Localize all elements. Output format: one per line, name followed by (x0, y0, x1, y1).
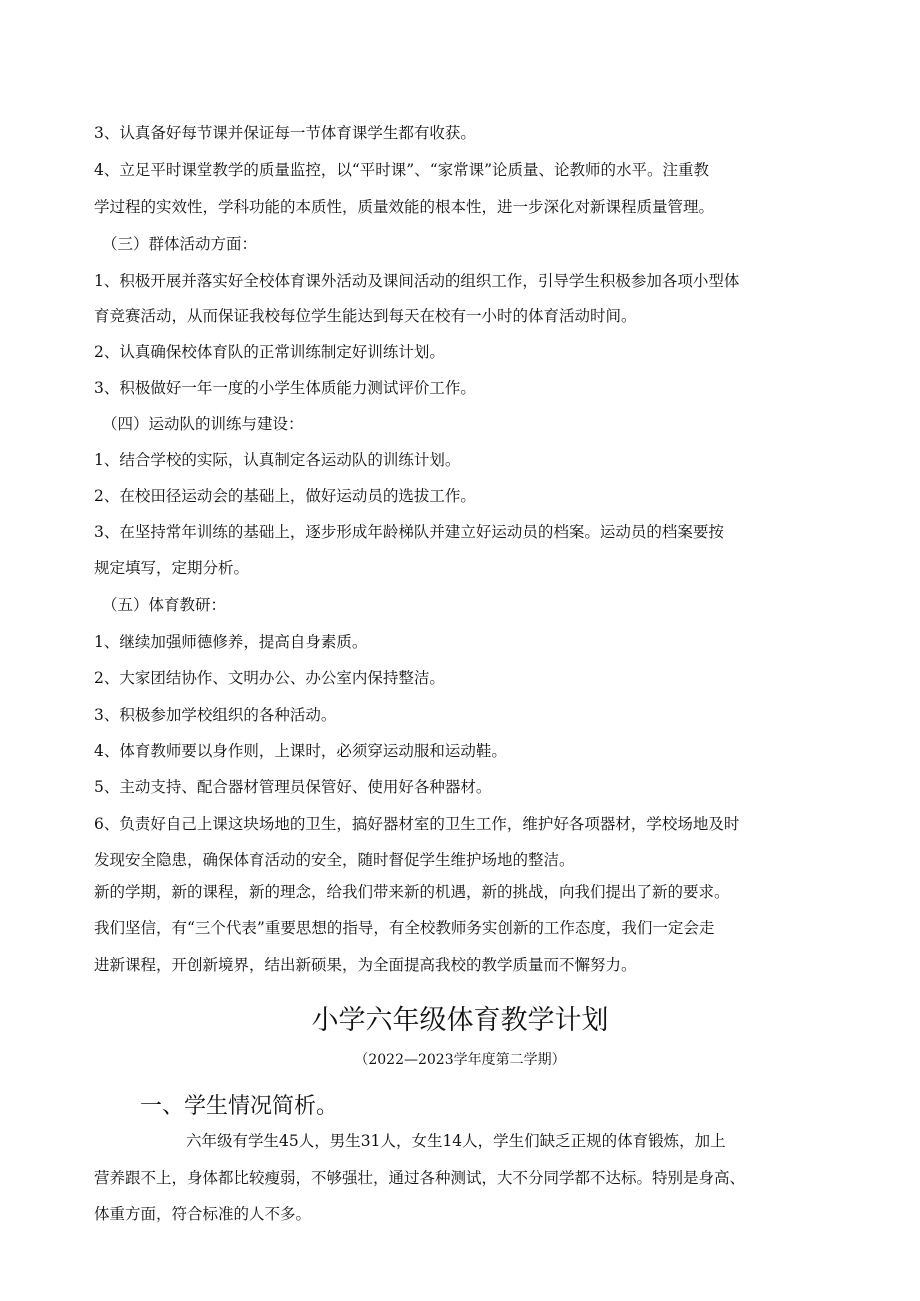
text-line: 3、积极做好一年一度的小学生体质能力测试评价工作。 (94, 379, 476, 397)
text-line: 发现安全隐患，确保体育活动的安全，随时督促学生维护场地的整洁。 (94, 851, 575, 869)
paragraph-line: 六年级有学生45人，男生31人，女生14人，学生们缺乏正规的体育锻炼，加上 (186, 1132, 726, 1150)
text-line: 2、大家团结协作、文明办公、办公室内保持整洁。 (94, 669, 445, 687)
text-line: 进新课程，开创新境界，结出新硕果，为全面提高我校的教学质量而不懈努力。 (94, 956, 637, 974)
paragraph-line: 体重方面，符合标准的人不多。 (94, 1205, 312, 1223)
text-line: 3、积极参加学校组织的各种活动。 (94, 706, 337, 724)
text-line: 2、认真确保校体育队的正常训练制定好训练计划。 (94, 343, 445, 361)
text-line: 2、在校田径运动会的基础上，做好运动员的选拔工作。 (94, 487, 476, 505)
text-line: 3、认真备好每节课并保证每一节体育课学生都有收获。 (94, 124, 476, 142)
text-line: 新的学期，新的课程，新的理念，给我们带来新的机遇，新的挑战，向我们提出了新的要求。 (94, 883, 730, 901)
text-line: 5、主动支持、配合器材管理员保管好、使用好各种器材。 (94, 778, 492, 796)
text-line: 我们坚信，有“三个代表”重要思想的指导，有全校教师务实创新的工作态度，我们一定会走 (94, 919, 715, 937)
text-line: 4、立足平时课堂教学的质量监控，以“平时课”、“家常课”论质量、论教师的水平。注重教 (94, 161, 710, 179)
page-title: 小学六年级体育教学计划 (311, 1005, 609, 1036)
section-heading: （三）群体活动方面： (102, 235, 258, 253)
text-line: 规定填写，定期分析。 (94, 559, 250, 577)
section-heading: （五）体育教研： (102, 596, 227, 614)
text-line: 学过程的实效性，学科功能的本质性，质量效能的根本性，进一步深化对新课程质量管理。 (94, 198, 715, 216)
text-line: 4、体育教师要以身作则，上课时，必须穿运动服和运动鞋。 (94, 742, 507, 760)
section-heading: （四）运动队的训练与建设： (102, 415, 304, 433)
text-line: 3、在坚持常年训练的基础上，逐步形成年龄梯队并建立好运动员的档案。运动员的档案要按 (94, 523, 724, 541)
text-line: 1、继续加强师德修养，提高自身素质。 (94, 633, 368, 651)
text-line: 6、负责好自己上课这块场地的卫生，搞好器材室的卫生工作，维护好各项器材，学校场地及时 (94, 815, 740, 833)
section-heading-students: 一、学生情况简析。 (140, 1094, 339, 1119)
page-subtitle: （2022—2023学年度第二学期） (354, 1052, 566, 1068)
text-line: 1、结合学校的实际，认真制定各运动队的训练计划。 (94, 451, 461, 469)
paragraph-line: 营养跟不上，身体都比较瘦弱，不够强壮，通过各种测试，大不分同学都不达标。特别是身高、 (94, 1169, 746, 1187)
text-line: 育竞赛活动，从而保证我校每位学生能达到每天在校有一小时的体育活动时间。 (94, 307, 637, 325)
text-line: 1、积极开展并落实好全校体育课外活动及课间活动的组织工作，引导学生积极参加各项小型体 (94, 272, 740, 290)
